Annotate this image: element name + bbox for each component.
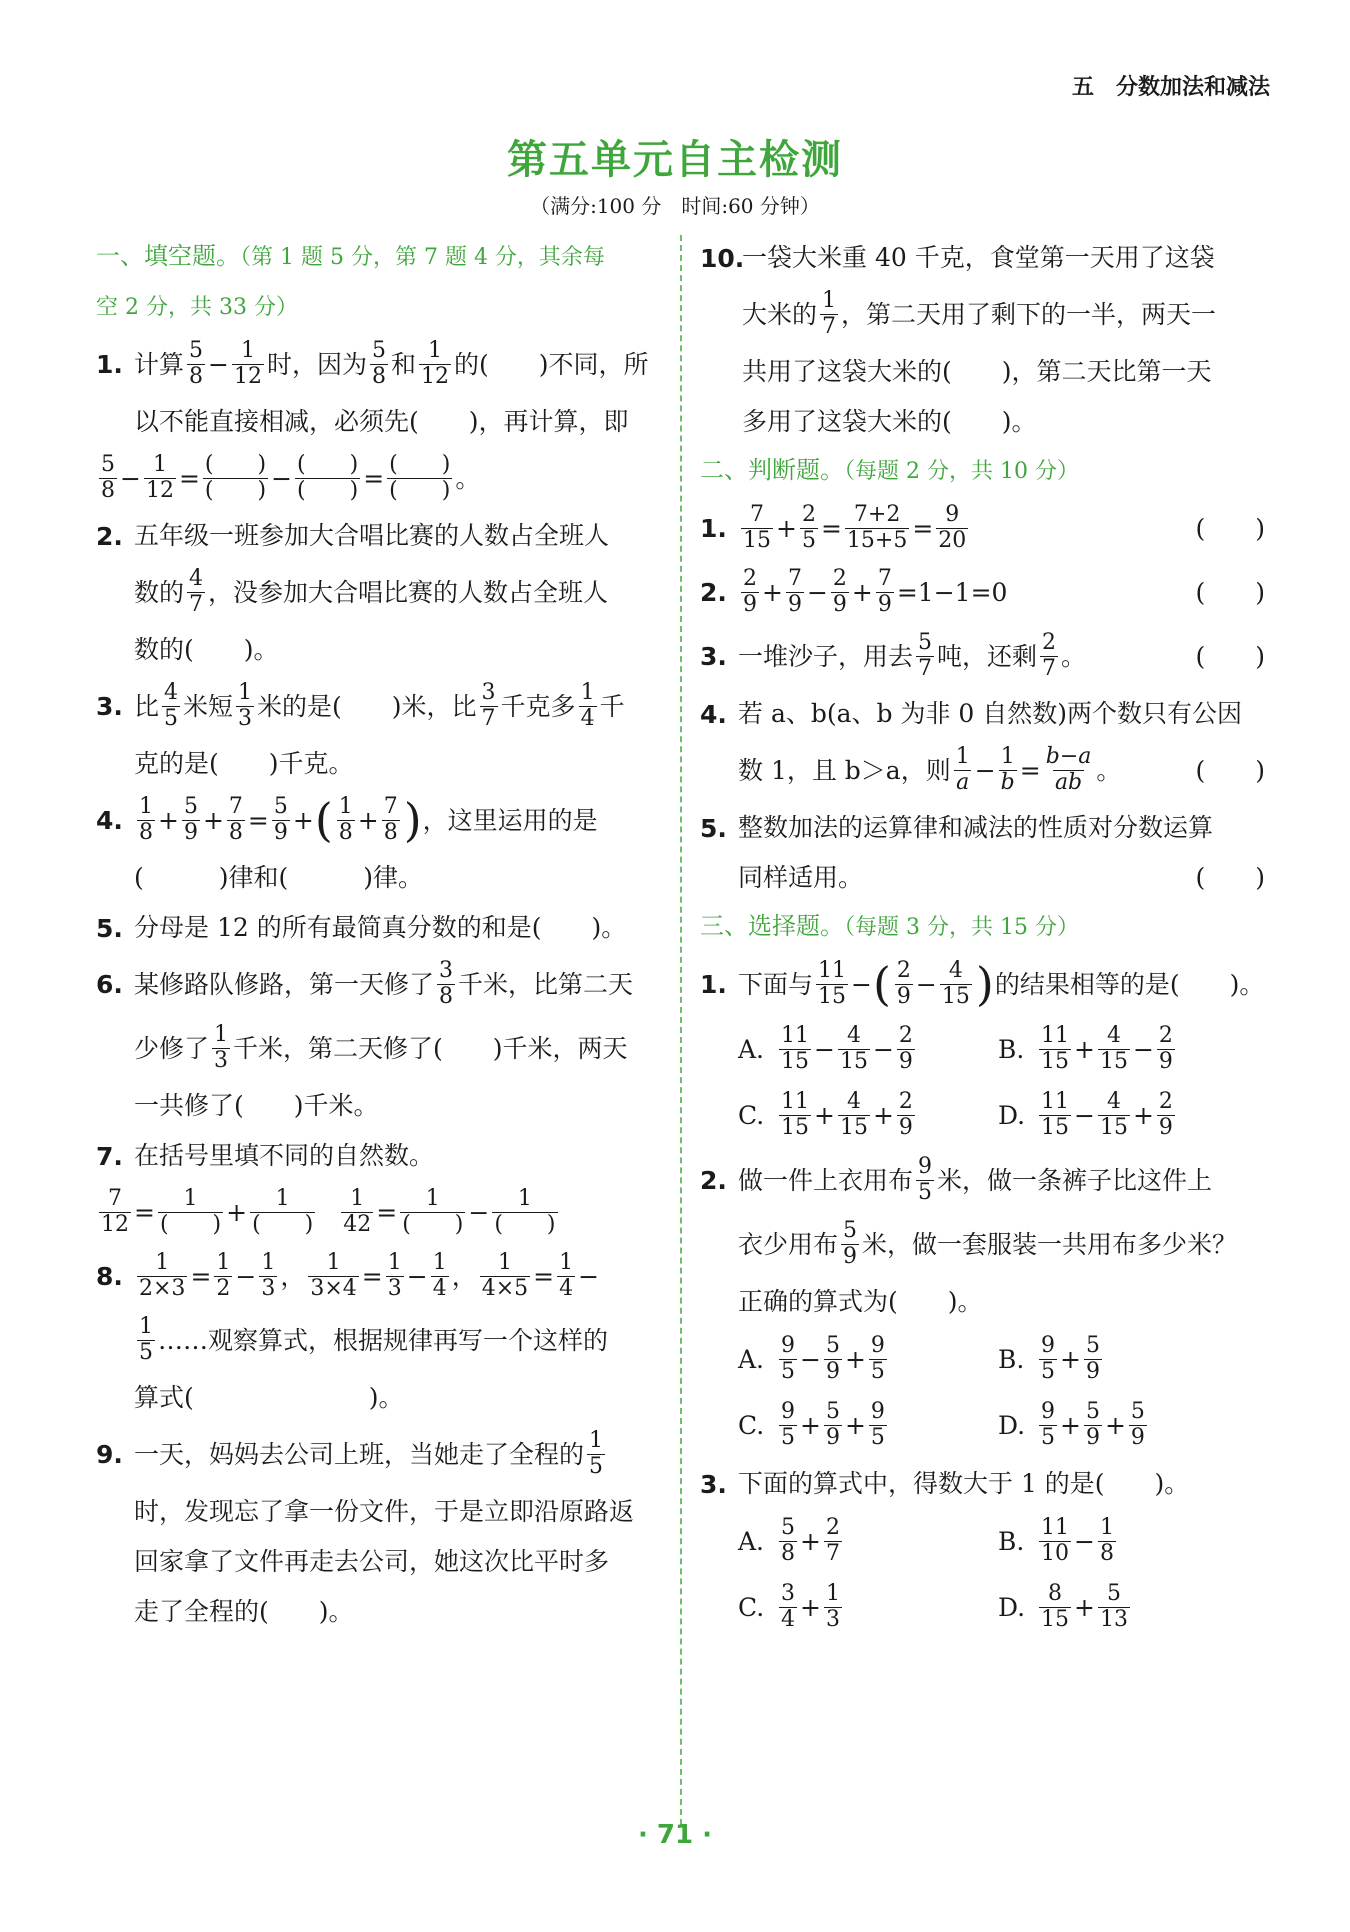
- judge-1: 1. $\frac{7}{15}$ + $\frac{2}{5}$ = $\frac{7+2}{15+5}$ = $\frac{9}{20}$ ( ): [700, 496, 1275, 560]
- question-8: 8. $\frac{1}{2\times 3}$ = $\frac{1}{2}$ − $\frac{1}{3}$ ， $\frac{1}{3\times 4}$ = $\frac{1}{3}$ − $\frac{1}{4}$ ， $\frac{1}{4\times 5}$ = $\frac{1}{4}$ − $\frac{1}{5}$ ……观察算式，根据规律再写一个这样的 算式( )。: [96, 1250, 609, 1412]
- option-c[interactable]: C. $\frac{11}{15}$ + $\frac{4}{15}$ + $\frac{2}{9}$: [738, 1089, 913, 1140]
- section-fill-blank: 一、填空题。（第 1 题 5 分，第 7 题 4 分，其余每 空 2 分，共 33 分）: [96, 242, 605, 320]
- fraction: $\frac{5}{8}$: [189, 338, 204, 389]
- judge-4: 4. 若 a、b(a、b 为非 0 自然数)两个数只有公因 数 1，且 b＞a，则 $\frac{1}{a}$ − $\frac{1}{b}$ = $\frac{b-a}{ab}$ 。 ( ): [700, 688, 1275, 802]
- option-b[interactable]: B. $\frac{9}{5}$ + $\frac{5}{9}$: [998, 1333, 1100, 1384]
- question-6: 6. 某修路队修路，第一天修了 $\frac{3}{8}$ 千米，比第二天 少修了 $\frac{1}{3}$ 千米，第二天修了( )千米，两天 一共修了( )千米。: [96, 958, 634, 1120]
- fraction: $\frac{1}{12}$: [233, 338, 262, 389]
- option-a[interactable]: A. $\frac{11}{15}$ − $\frac{4}{15}$ − $\frac{2}{9}$: [738, 1023, 913, 1074]
- question-2: 2. 五年级一班参加大合唱比赛的人数占全班人 数的 $\frac{4}{7}$ ，没参加大合唱比赛的人数占全班人 数的( )。: [96, 520, 610, 664]
- exam-info: （满分:100 分 时间:60 分钟）: [530, 194, 820, 218]
- answer-paren[interactable]: ( ): [1195, 577, 1265, 607]
- question-1: 1. 计算 $\frac{5}{8}$ − $\frac{1}{12}$ 时，因为 $\frac{5}{8}$ 和 $\frac{1}{12}$ 的( )不同，所 以不能直接相减，必须先( )，再计算，即 $\frac{5}{8}$ − $\frac{1}{12}$ = $\frac{( )}{( )}$ − $\frac{( )}{( )}$ = $\frac{( )}{( )}$ 。: [96, 332, 666, 510]
- page-number: · 71 ·: [637, 1820, 713, 1850]
- choice-3: 3. 下面的算式中，得数大于 1 的是( )。 A. $\frac{5}{8}$ + $\frac{2}{7}$ B. $\frac{11}{10}$ − $\frac{1}{8}$ C. $\frac{3}{4}$ + $\frac{1}{3}$ D. $\frac{8}{15}$ + $\frac{5}{13}$: [700, 1458, 1275, 1640]
- q1-equation: $\frac{5}{8}$ − $\frac{1}{12}$ = $\frac{( )}{( )}$ − $\frac{( )}{( )}$ = $\frac{( )}{( )}$ 。: [101, 452, 481, 503]
- option-c[interactable]: C. $\frac{3}{4}$ + $\frac{1}{3}$: [738, 1581, 840, 1632]
- question-9: 9. 一天，妈妈去公司上班，当她走了全程的 $\frac{1}{5}$ 时，发现忘了拿一份文件，于是立即沿原路返 回家拿了文件再走去公司，她这次比平时多 走了全程的( )。: [96, 1428, 635, 1626]
- question-3: 3. 比 $\frac{4}{5}$ 米短 $\frac{1}{3}$ 米的是( )米，比 $\frac{3}{7}$ 千克多 $\frac{1}{4}$ 千 克的是( )千克。: [96, 680, 625, 778]
- answer-paren[interactable]: ( ): [1195, 755, 1265, 785]
- judge-5: 5. 整数加法的运算律和减法的性质对分数运算 同样适用。 ( ): [700, 802, 1275, 902]
- answer-paren[interactable]: ( ): [1195, 641, 1265, 671]
- question-10: 10. 一袋大米重 40 千克，食堂第一天用了这袋 大米的 $\frac{1}{7}$ ，第二天用了剩下的一半，两天一 共用了这袋大米的( )，第二天比第一天 多用了这袋大米的( )。: [700, 242, 1217, 436]
- right-column: [700, 232, 1275, 1640]
- option-d[interactable]: D. $\frac{9}{5}$ + $\frac{5}{9}$ + $\frac{5}{9}$: [998, 1399, 1145, 1450]
- section-choice: 三、选择题。（每题 3 分，共 15 分）: [700, 912, 1079, 940]
- answer-paren[interactable]: ( ): [1195, 862, 1265, 892]
- answer-paren[interactable]: ( ): [1195, 513, 1265, 543]
- question-5: 5. 分母是 12 的所有最简真分数的和是( )。: [96, 912, 627, 943]
- judge-3: 3. 一堆沙子，用去 $\frac{5}{7}$ 吨，还剩 $\frac{2}{7}$ 。 ( ): [700, 624, 1275, 688]
- fraction: $\frac{1}{12}$: [421, 338, 449, 389]
- option-d[interactable]: D. $\frac{8}{15}$ + $\frac{5}{13}$: [998, 1581, 1128, 1632]
- section-judgment: 二、判断题。（每题 2 分，共 10 分）: [700, 456, 1079, 484]
- option-a[interactable]: A. $\frac{9}{5}$ − $\frac{5}{9}$ + $\frac{9}{5}$: [738, 1333, 885, 1384]
- option-c[interactable]: C. $\frac{9}{5}$ + $\frac{5}{9}$ + $\frac{9}{5}$: [738, 1399, 885, 1450]
- question-4: 4. $\frac{1}{8}$ + $\frac{5}{9}$ + $\frac{7}{8}$ = $\frac{5}{9}$ + ( $\frac{1}{8}$ + $\frac{7}{8}$ ) ，这里运用的是 ( )律和( )律。: [96, 793, 598, 892]
- left-column: [96, 232, 666, 1636]
- option-a[interactable]: A. $\frac{5}{8}$ + $\frac{2}{7}$: [738, 1515, 840, 1566]
- column-divider: [680, 235, 682, 1825]
- choice-2: 2. 做一件上衣用布 $\frac{9}{5}$ 米，做一条裤子比这件上 衣少用布 $\frac{5}{9}$ 米，做一套服装一共用布多少米？ 正确的算式为( )。 A. $\frac{9}{5}$ − $\frac{5}{9}$ + $\frac{9}{5}$ B. $\frac{9}{5}$ + $\frac{5}{9}$ C. $\frac{9}{5}$ + $\frac{5}{9}$ + $\frac{9}{5}$ D. $\frac{9}{5}$ + $\frac{5}{9}$ + $\frac{5}{9}$: [700, 1148, 1275, 1458]
- option-b[interactable]: B. $\frac{11}{15}$ + $\frac{4}{15}$ − $\frac{2}{9}$: [998, 1023, 1173, 1074]
- unit-header: 五 分数加法和减法: [1071, 75, 1270, 100]
- judge-2: 2. $\frac{2}{9}$ + $\frac{7}{9}$ − $\frac{2}{9}$ + $\frac{7}{9}$ =1−1=0 ( ): [700, 560, 1275, 624]
- option-d[interactable]: D. $\frac{11}{15}$ − $\frac{4}{15}$ + $\frac{2}{9}$: [998, 1089, 1173, 1140]
- option-b[interactable]: B. $\frac{11}{10}$ − $\frac{1}{8}$: [998, 1515, 1114, 1566]
- question-7: 7. 在括号里填不同的自然数。 $\frac{7}{12}$ = $\frac{1}{( )}$ + $\frac{1}{( )}$ $\frac{1}{42}$ = $\frac{1}{( )}$ − $\frac{1}{( )}$: [96, 1140, 556, 1237]
- fraction: $\frac{5}{8}$: [371, 338, 386, 389]
- page-title: 第五单元自主检测: [507, 137, 843, 183]
- choice-1: 1. 下面与 $\frac{11}{15}$ − ( $\frac{2}{9}$ − $\frac{4}{15}$ ) 的结果相等的是( )。 A. $\frac{11}{15}$ − $\frac{4}{15}$ − $\frac{2}{9}$ B. $\frac{11}{15}$ + $\frac{4}{15}$ − $\frac{2}{9}$ C. $\frac{11}{15}$ + $\frac{4}{15}$ + $\frac{2}{9}$ D. $\frac{11}{15}$ − $\frac{4}{15}$ + $\frac{2}{9}$: [700, 952, 1275, 1148]
